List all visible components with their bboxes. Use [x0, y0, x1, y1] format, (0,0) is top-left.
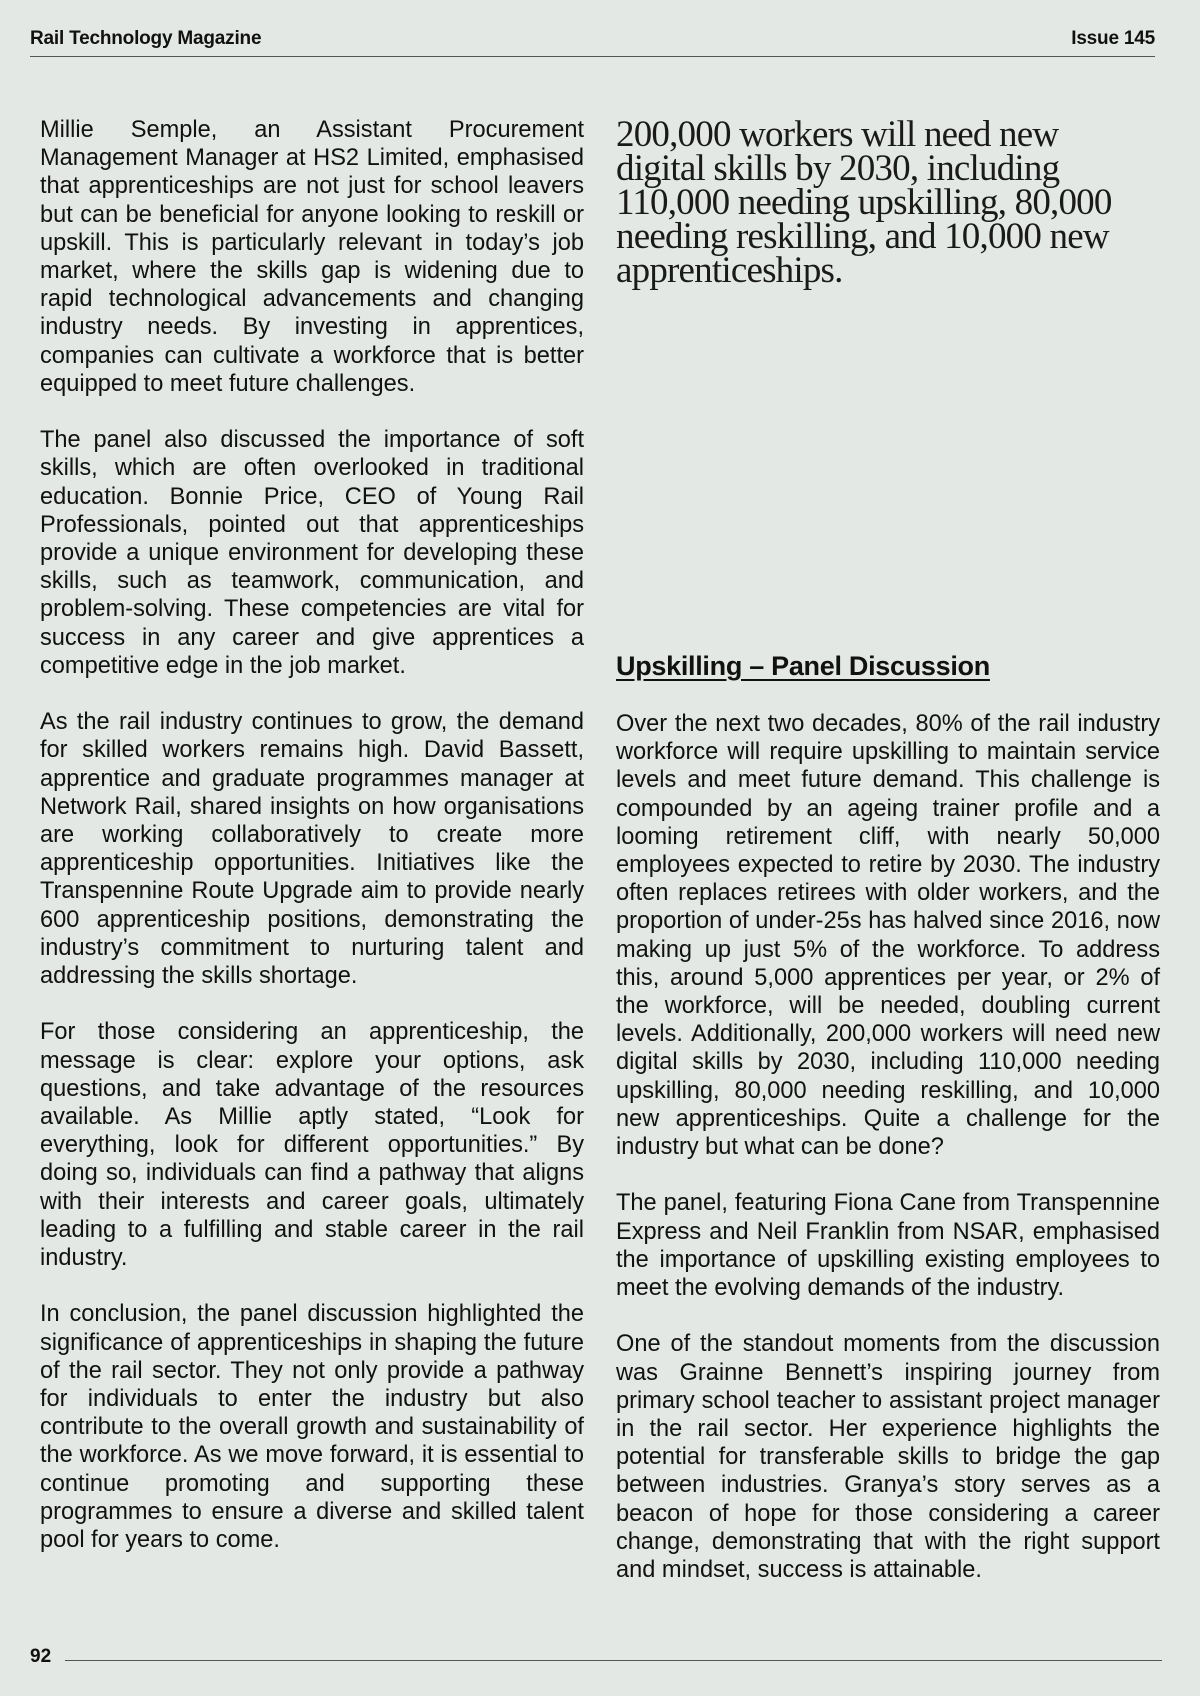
page-footer: [30, 1646, 1162, 1668]
publication-title: Rail Technology Magazine: [30, 28, 262, 49]
body-paragraph: For those considering an apprenticeship, the message is clear: explore your options, ask questions, and take advantage of the resources available. As Millie aptly stated, “Look for everything, look for different opportunities.” By doing so, individuals can find a pathway that aligns with their interests and career goals, ultimately leading to a fulfilling and stable career in the rail industry.: [40, 1019, 584, 1272]
body-paragraph: Millie Semple, an Assistant Procurement Management Manager at HS2 Limited, emphasised that apprenticeships are not just for school leavers but can be beneficial for anyone looking to reskill or upskill. This is particularly relevant in today’s job market, where the skills gap is widening due to rapid technological advancements and changing industry needs. By investing in apprentices, companies can cultivate a workforce that is better equipped to meet future challenges.: [40, 117, 584, 397]
right-column: [616, 710, 1160, 1612]
body-paragraph: In conclusion, the panel discussion highlighted the significance of apprenticeships in shaping the future of the rail sector. They not only provide a pathway for individuals to enter the industry but also contribute to the overall growth and sustainability of the workforce. As we move forward, it is essential to continue promoting and supporting these programmes to ensure a diverse and skilled talent pool for years to come.: [40, 1301, 584, 1554]
body-paragraph: As the rail industry continues to grow, the demand for skilled workers remains high. David Bassett, apprentice and graduate programmes manager at Network Rail, shared insights on how organisations are working collaboratively to create more apprenticeship opportunities. Initiatives like the Transpennine Route Upgrade aim to provide nearly 600 apprenticeship positions, demonstrating the industry’s commitment to nurturing talent and addressing the skills shortage.: [40, 709, 584, 990]
footer-rule: [65, 1660, 1162, 1661]
body-paragraph: One of the standout moments from the discussion was Grainne Bennett’s inspiring journey from primary school teacher to assistant project manager in the rail sector. Her experience highlights the potential for transferable skills to bridge the gap between industries. Granya’s story serves as a beacon of hope for those considering a career change, demonstrating that with the right support and mindset, success is attainable.: [616, 1331, 1160, 1584]
body-paragraph: The panel, featuring Fiona Cane from Transpennine Express and Neil Franklin from NSAR, emphasised the importance of upskilling existing employees to meet the evolving demands of the industry.: [616, 1190, 1160, 1302]
page-number: 92: [30, 1646, 52, 1667]
page-header: [30, 28, 1155, 57]
pull-quote: 200,000 workers will need new digital skills by 2030, including 110,000 needing upskilling, 80,000 needing reskilling, and 10,000 new apprenticeships.: [616, 114, 1112, 291]
body-paragraph: The panel also discussed the importance of soft skills, which are often overlooked in traditional education. Bonnie Price, CEO of Young Rail Professionals, pointed out that apprenticeships provide a unique environment for developing these skills, such as teamwork, communication, and problem-solving. These competencies are vital for success in any career and give apprentices a competitive edge in the job market.: [40, 427, 584, 679]
body-paragraph: Over the next two decades, 80% of the rail industry workforce will require upskilling to maintain service levels and meet future demand. This challenge is compounded by an ageing trainer profile and a looming retirement cliff, with nearly 50,000 employees expected to retire by 2030. The industry often replaces retirees with older workers, and the proportion of under-25s has halved since 2016, now making up just 5% of the workforce. To address this, around 5,000 apprentices per year, or 2% of the workforce, will be needed, doubling current levels. Additionally, 200,000 workers will need new digital skills by 2030, including 110,000 needing upskilling, 80,000 needing reskilling, and 10,000 new apprenticeships. Quite a challenge for the industry but what can be done?: [616, 711, 1160, 1161]
section-subheading: Upskilling – Panel Discussion: [616, 651, 990, 681]
issue-number: Issue 145: [1071, 28, 1155, 49]
left-column: [40, 116, 584, 1582]
